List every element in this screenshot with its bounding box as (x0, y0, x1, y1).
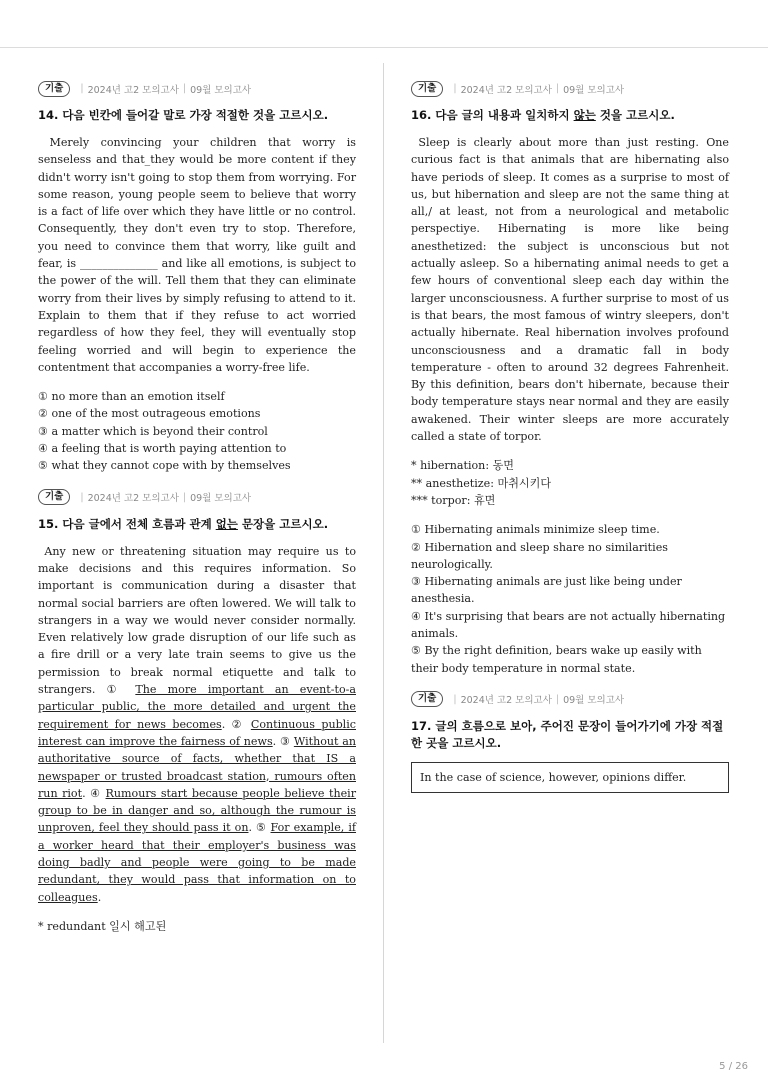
sentence-3-number: ③ (279, 734, 291, 748)
page-number: 5 / 26 (719, 1061, 748, 1072)
question-meta (38, 489, 356, 506)
question-meta (411, 691, 729, 708)
sentence-1-number: ① (106, 683, 125, 697)
source-badge: 기출 (38, 81, 70, 97)
question-title: 15. 다음 글에서 전체 흐름과 관계 없는 문장을 고르시오. (38, 516, 329, 531)
passage: Sleep is clearly about more than just resting. One curious fact is that animals that are hibernating also have periods of sleep. It comes as a surprise to most of us, but hibernation and sleep are not the same thing at all,/ at least, not from a neurological and metabolic perspectiye. Hibernating is more like being anesthetized: the subject is unconscious but not actually asleep. So a hibernating animal needs to get a few hours of conventional sleep each day within the larger unconsciousness. A further surprise to most of us is that bears, the most famous of wintry sleepers, don't actually hibernate. Real hibernation involves profound unconsciousness and a dramatic fall in body temperature - often to around 32 degrees Fahrenheit. By this definition, bears don't hibernate, because their body temperature stays near normal and they are easily awakened. Their winter sleeps are more accurately called a state of torpor. (411, 136, 730, 444)
choice-2[interactable]: ② Hibernation and sleep share no similarities neurologically. (411, 540, 668, 571)
choice-4[interactable]: ④ It's surprising that bears are not actually hibernating animals. (411, 609, 726, 641)
gloss-item: * hibernation: 동면 (411, 459, 515, 473)
exam-year: 2024년 고2 모의고사 (460, 695, 552, 707)
exam-month: 09월 모의고사 (190, 493, 252, 505)
header-rule (0, 47, 768, 48)
sentence-5-number: ⑤ (256, 821, 267, 835)
sentence-3[interactable]: Without an authoritative source of facts, whether that IS a newspaper or trusted broadcast station, rumours often run riot (38, 734, 356, 800)
glossary: * redundant 일시 해고된 (38, 919, 167, 933)
choice-3[interactable]: ③ a matter which is beyond their control (38, 424, 268, 438)
exam-month: 09월 모의고사 (563, 695, 625, 707)
choice-1[interactable]: ① no more than an emotion itself (38, 390, 225, 404)
question-15 (38, 489, 356, 936)
question-title: 14. 다음 빈칸에 들어갈 말로 가장 적절한 것을 고르시오. (38, 108, 329, 122)
meta-separator: | (555, 83, 560, 94)
question-title: 16. 다음 글의 내용과 일치하지 않는 것을 고르시오. (411, 108, 675, 122)
meta-separator: | (80, 491, 84, 503)
choice-list (411, 521, 729, 677)
sentence-4-number: ④ (90, 786, 102, 800)
sentence-5[interactable]: For example, if a worker heard that their employer's business was doing badly and people were going to be made redundant, they would pass that information on to colleagues (38, 821, 357, 904)
source-badge: 기출 (38, 489, 70, 505)
choice-2[interactable]: ② one of the most outrageous emotions (38, 407, 261, 421)
source-badge: 기출 (411, 691, 443, 707)
passage: Any new or threatening situation may require us to make decisions and this requires information. So important is communication during a disaster that normal social barriers are often lowered. We will talk to strangers in a way we would never consider normally. Even relatively low grade disruption of our life such as a fire drill or a very late train seems to give us the permission to break normal etiquette and talk to strangers. ① The more important an event-to-a particular public, the more detailed and urgent the requirement for news becomes. ② Continuous public interest can improve the fairness of news. ③ Without an authoritative source of facts, whether that IS a newspaper or trusted broadcast station, rumours often run riot. ④ Rumours start because people believe their group to be in danger and so, although the rumour is unproven, feel they should pass it on. ⑤ For example, if a worker heard that their employer's business was doing badly and people were going to be made redundant, they would pass that information on to colleagues. (38, 544, 357, 904)
choice-4[interactable]: ④ a feeling that is worth paying attention to (38, 442, 287, 456)
meta-separator: | (182, 491, 187, 503)
choice-5[interactable]: ⑤ what they cannot cope with by themselves (38, 459, 291, 473)
meta-separator: | (182, 83, 187, 94)
choice-1[interactable]: ① Hibernating animals minimize sleep time. (411, 523, 660, 537)
gloss-item: *** torpor: 휴면 (411, 493, 496, 507)
meta-separator: | (453, 693, 457, 705)
exam-month: 09월 모의고사 (563, 84, 625, 96)
meta-separator: | (80, 83, 84, 94)
column-divider (383, 63, 384, 1043)
exam-month: 09월 모의고사 (190, 84, 252, 96)
sentence-1[interactable]: The more important an event-to-a particular public, the more detailed and urgent the requirement for news becomes (38, 683, 357, 731)
question-14 (38, 80, 356, 475)
exam-year: 2024년 고2 모의고사 (460, 84, 552, 96)
exam-year: 2024년 고2 모의고사 (87, 84, 179, 96)
meta-separator: | (453, 83, 457, 94)
question-17 (411, 691, 729, 793)
choice-list (38, 388, 356, 474)
passage-intro: Any new or threatening situation may require us to make decisions and this requires information. So important is communication during a disaster that normal social barriers are often lowered. We will talk to strangers in a way we would never consider normally. Even relatively low grade disruption of our life such as a fire drill or a very late train seems to give us the permission to break normal etiquette and talk to strangers. (38, 544, 356, 697)
passage: Merely convincing your children that worry is senseless and that_they would be more content if they didn't worry isn't going to stop them from worrying. For some reason, young people seem to believe that worry is a fact of life over which they have little or no control. Consequently, they don't even try to stop. Therefore, you need to convince them that worry, like guilt and fear, is ______________ and like all emotions, is subject to the power of the will. Tell them that they can eliminate worry from their lives by simply refusing to attend to it. Explain to them that if they refuse to act worried regardless of how they feel, they will eventually stop feeling worried and will begin to experience the contentment that accompanies a worry-free life. (38, 136, 356, 374)
meta-separator: | (555, 693, 560, 705)
question-title: 17. 글의 흐름으로 보아, 주어진 문장이 들어가기에 가장 적절한 곳을 고르시오. (411, 718, 724, 750)
question-meta (38, 80, 356, 97)
gloss-item: ** anesthetize: 마취시키다 (411, 476, 552, 490)
given-sentence-box: In the case of science, however, opinions differ. (411, 762, 729, 793)
question-16 (411, 80, 729, 677)
right-column (411, 80, 729, 807)
source-badge: 기출 (411, 81, 443, 97)
sentence-2[interactable]: Continuous public interest can improve the fairness of news (38, 717, 356, 748)
sentence-2-number: ② (231, 717, 245, 731)
glossary (411, 457, 729, 509)
sentence-4[interactable]: Rumours start because people believe their group to be in danger and so, although the rumour is unproven, feel they should pass it on (38, 786, 356, 835)
left-column (38, 80, 356, 949)
choice-5[interactable]: ⑤ By the right definition, bears wake up easily with their body temperature in normal state. (411, 644, 702, 675)
exam-year: 2024년 고2 모의고사 (87, 493, 179, 505)
choice-3[interactable]: ③ Hibernating animals are just like being under anesthesia. (411, 575, 682, 606)
question-meta (411, 80, 729, 97)
